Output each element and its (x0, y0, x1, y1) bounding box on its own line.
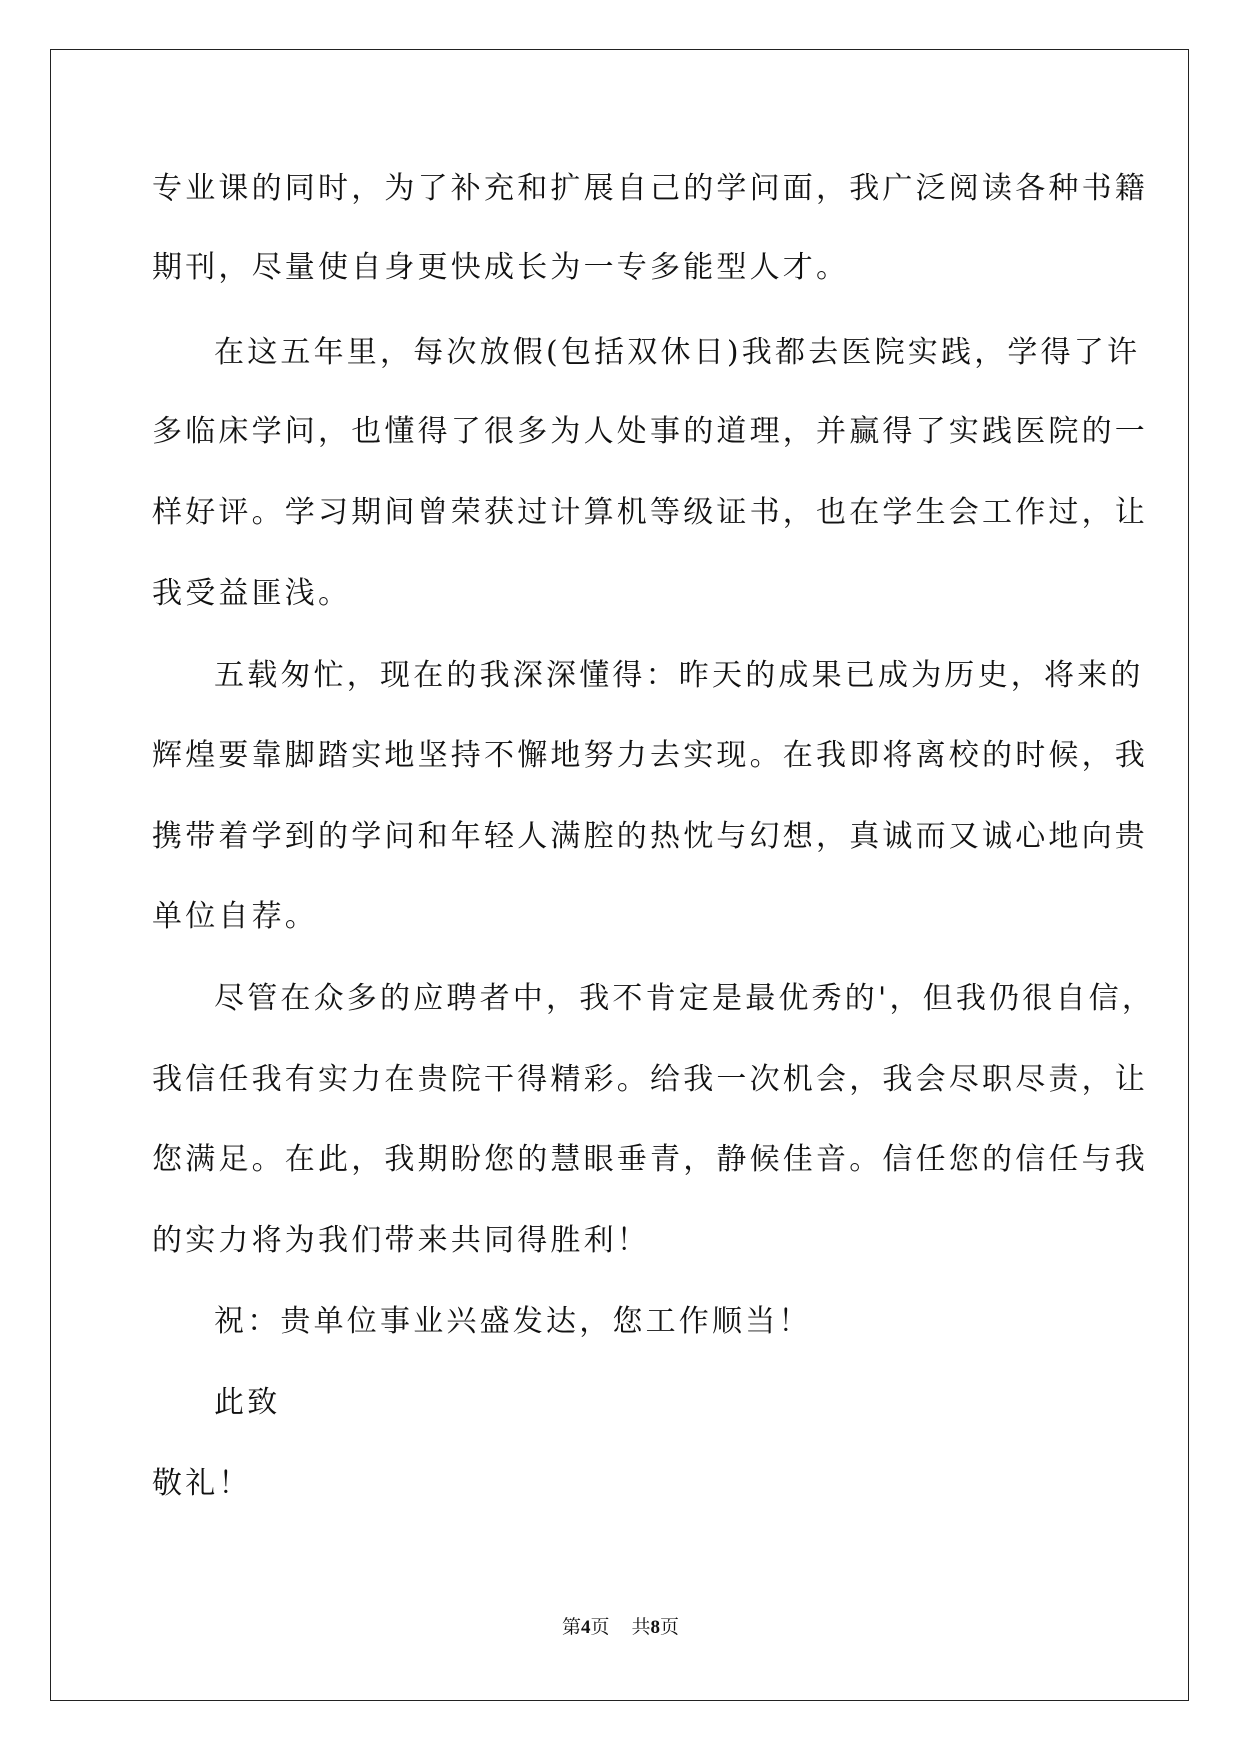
closing-salutation: 此致 (214, 1385, 281, 1420)
text-line: 我信任我有实力在贵院干得精彩。给我一次机会，我会尽职尽责，让 (152, 1062, 1148, 1097)
text-line: 期刊，尽量使自身更快成长为一专多能型人才。 (152, 250, 850, 285)
page-number-current: 4 (580, 1617, 591, 1638)
paragraph-start-line: 五载匆忙，现在的我深深懂得：昨天的成果已成为历史，将来的 (214, 658, 1144, 693)
paragraph-start-line: 在这五年里，每次放假(包括双休日)我都去医院实践，学得了许 (214, 335, 1141, 370)
page-frame (50, 49, 1189, 1701)
text-line: 您满足。在此，我期盼您的慧眼垂青，静候佳音。信任您的信任与我 (152, 1142, 1148, 1177)
text-line: 多临床学问，也懂得了很多为人处事的道理，并赢得了实践医院的一 (152, 414, 1148, 449)
paragraph-start-line: 尽管在众多的应聘者中，我不肯定是最优秀的'，但我仍很自信， (214, 981, 1156, 1016)
total-suffix: 页 (660, 1617, 680, 1638)
page-footer (0, 1612, 1241, 1639)
text-line: 的实力将为我们带来共同得胜利！ (152, 1223, 650, 1258)
text-line: 携带着学到的学问和年轻人满腔的热忱与幻想，真诚而又诚心地向贵 (152, 819, 1148, 854)
text-line: 专业课的同时，为了补充和扩展自己的学问面，我广泛阅读各种书籍 (152, 171, 1148, 206)
closing-wish: 祝：贵单位事业兴盛发达，您工作顺当！ (214, 1304, 812, 1339)
total-prefix: 共 (631, 1617, 651, 1638)
text-line: 辉煌要靠脚踏实地坚持不懈地努力去实现。在我即将离校的时候，我 (152, 738, 1148, 773)
text-line: 我受益匪浅。 (152, 576, 352, 611)
page-number-total: 8 (650, 1617, 661, 1638)
page-suffix: 页 (590, 1617, 610, 1638)
text-line: 单位自荐。 (152, 899, 318, 934)
text-line: 样好评。学习期间曾荣获过计算机等级证书，也在学生会工作过，让 (152, 495, 1148, 530)
closing-regards: 敬礼！ (152, 1466, 252, 1501)
page-prefix: 第 (561, 1617, 581, 1638)
